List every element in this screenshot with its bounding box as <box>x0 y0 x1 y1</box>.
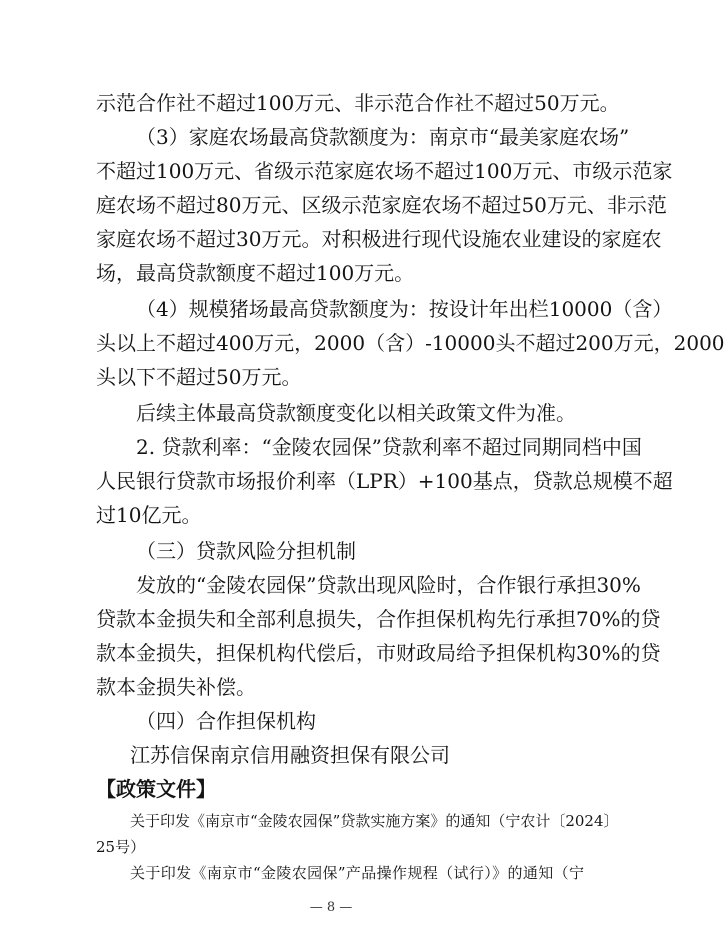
page-number: — 8 — <box>309 900 353 915</box>
body-line-9: 头以下不超过50万元。 <box>96 365 302 389</box>
body-line-6: 场，最高贷款额度不超过100万元。 <box>96 261 415 285</box>
body-line-13: 过10亿元。 <box>96 503 202 527</box>
body-line-10: 后续主体最高贷款额度变化以相关政策文件为准。 <box>136 401 576 425</box>
body-line-12: 人民银行贷款市场报价利率（LPR）+100基点，贷款总规模不超 <box>96 469 673 493</box>
section-heading-guarantor: （四）合作担保机构 <box>136 709 316 733</box>
guarantor-name: 江苏信保南京信用融资担保有限公司 <box>130 743 450 767</box>
body-line-15: 发放的“金陵农园保”贷款出现风险时，合作银行承担30% <box>136 573 641 597</box>
body-line-17: 款本金损失，担保机构代偿后，市财政局给予担保机构30%的贷 <box>96 641 661 665</box>
section-heading-risk: （三）贷款风险分担机制 <box>136 539 356 563</box>
policy-doc-2: 关于印发《南京市“金陵农园保”产品操作规程（试行）》的通知（宁 <box>130 864 584 882</box>
policy-doc-1: 关于印发《南京市“金陵农园保”贷款实施方案》的通知（宁农计〔2024〕 <box>130 812 619 830</box>
body-line-7: （4）规模猪场最高贷款额度为：按设计年出栏10000（含） <box>136 297 673 321</box>
body-line-8: 头以上不超过400万元，2000（含）-10000头不超过200万元，2000 <box>96 331 725 355</box>
body-line-4: 庭农场不超过80万元、区级示范家庭农场不超过50万元、非示范 <box>96 193 667 217</box>
body-line-3: 不超过100万元、省级示范家庭农场不超过100万元、市级示范家 <box>96 159 673 183</box>
body-line-16: 贷款本金损失和全部利息损失，合作担保机构先行承担70%的贷 <box>96 607 661 631</box>
body-line-1: 示范合作社不超过100万元、非示范合作社不超过50万元。 <box>96 91 620 115</box>
body-line-2: （3）家庭农场最高贷款额度为：南京市“最美家庭农场” <box>136 125 630 149</box>
body-line-5: 家庭农场不超过30万元。对积极进行现代设施农业建设的家庭农 <box>96 227 662 251</box>
policy-heading: 【政策文件】 <box>96 777 216 801</box>
body-line-11: 2. 贷款利率：“金陵农园保”贷款利率不超过同期同档中国 <box>136 435 642 459</box>
policy-doc-1-number: 25号） <box>96 838 146 856</box>
body-line-18: 款本金损失补偿。 <box>96 675 256 699</box>
